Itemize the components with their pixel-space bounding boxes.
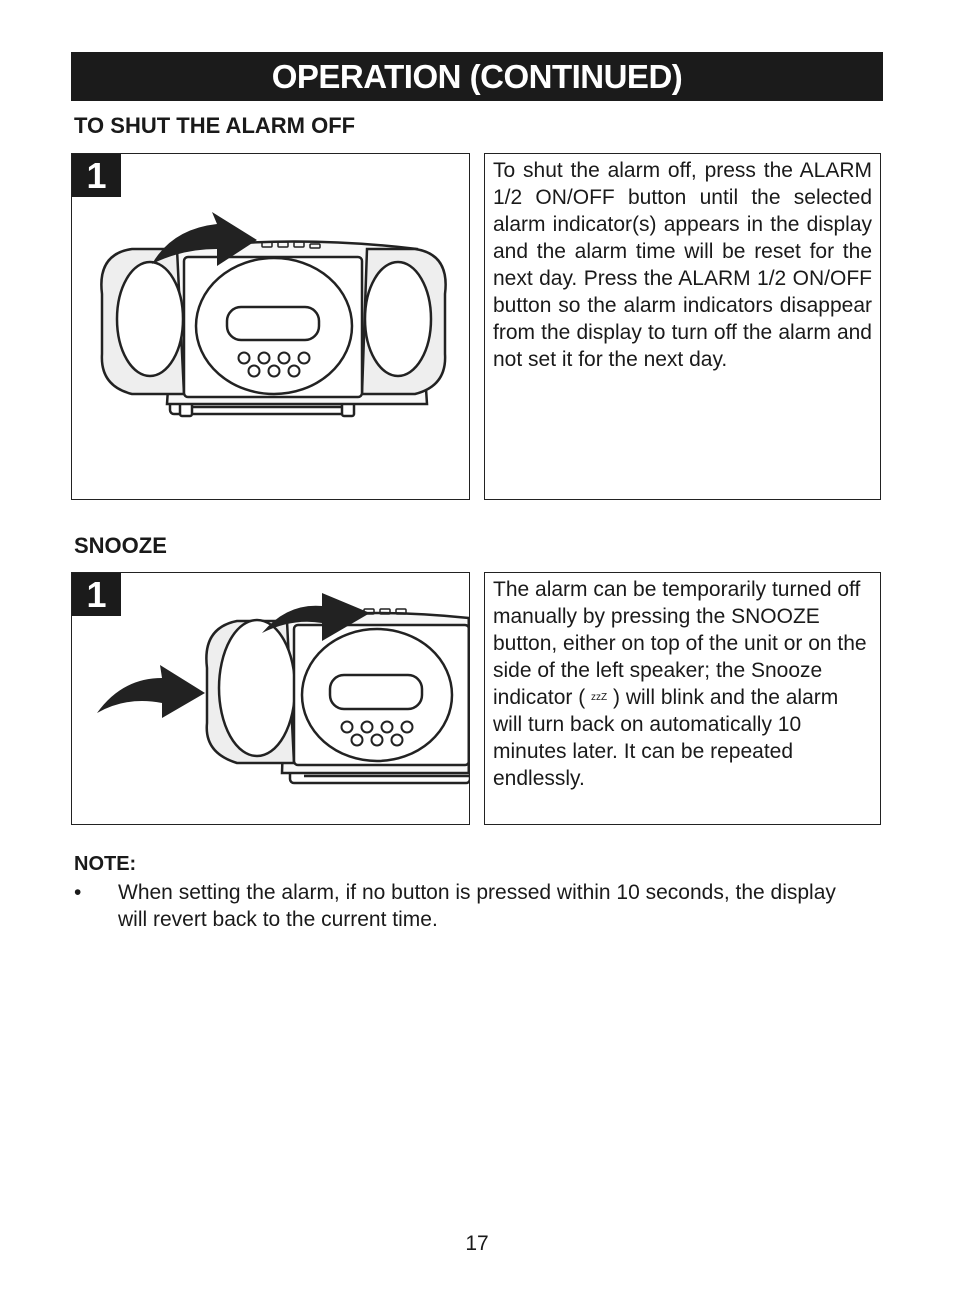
figure-snooze (71, 572, 470, 825)
step-badge: 1 (72, 573, 121, 616)
snooze-instructions-part2: ) will blink and the alarm will turn back on automatically 10 minutes later. It can be repeated endlessly. (493, 686, 839, 790)
clock-radio-snooze-illustration-icon (72, 573, 469, 824)
snooze-instructions-part1: The alarm can be temporarily turned off manually by pressing the SNOOZE button, either on top of the unit or on the side of the left speaker; the Snooze indicator ( (493, 578, 867, 709)
step-badge: 1 (72, 154, 121, 197)
text-box-snooze (484, 572, 881, 825)
text-box-alarm-off (484, 153, 881, 500)
section-title-alarm-off: TO SHUT THE ALARM OFF (74, 113, 356, 138)
alarm-off-instructions: To shut the alarm off, press the ALARM 1/2 ON/OFF button until the selected alarm indicator(s) appears in the display and the alarm time will be reset for the next day. Press the ALARM 1/2 ON/OFF button so the alarm indicators disappear from the display to turn off the alarm and not set it for the next day. (493, 159, 872, 371)
page-header (71, 52, 883, 101)
note-text: When setting the alarm, if no button is pressed within 10 seconds, the display will revert back to the current time. (118, 881, 836, 931)
snooze-indicator-icon: zzZ (591, 692, 608, 703)
clock-radio-illustration-icon (72, 154, 469, 499)
section-title-snooze: SNOOZE (74, 533, 167, 558)
bullet-icon: • (74, 881, 82, 904)
figure-alarm-off (71, 153, 470, 500)
page-number: 17 (465, 1232, 489, 1255)
page-title: OPERATION (CONTINUED) (271, 57, 683, 95)
note-label: NOTE: (74, 853, 137, 875)
